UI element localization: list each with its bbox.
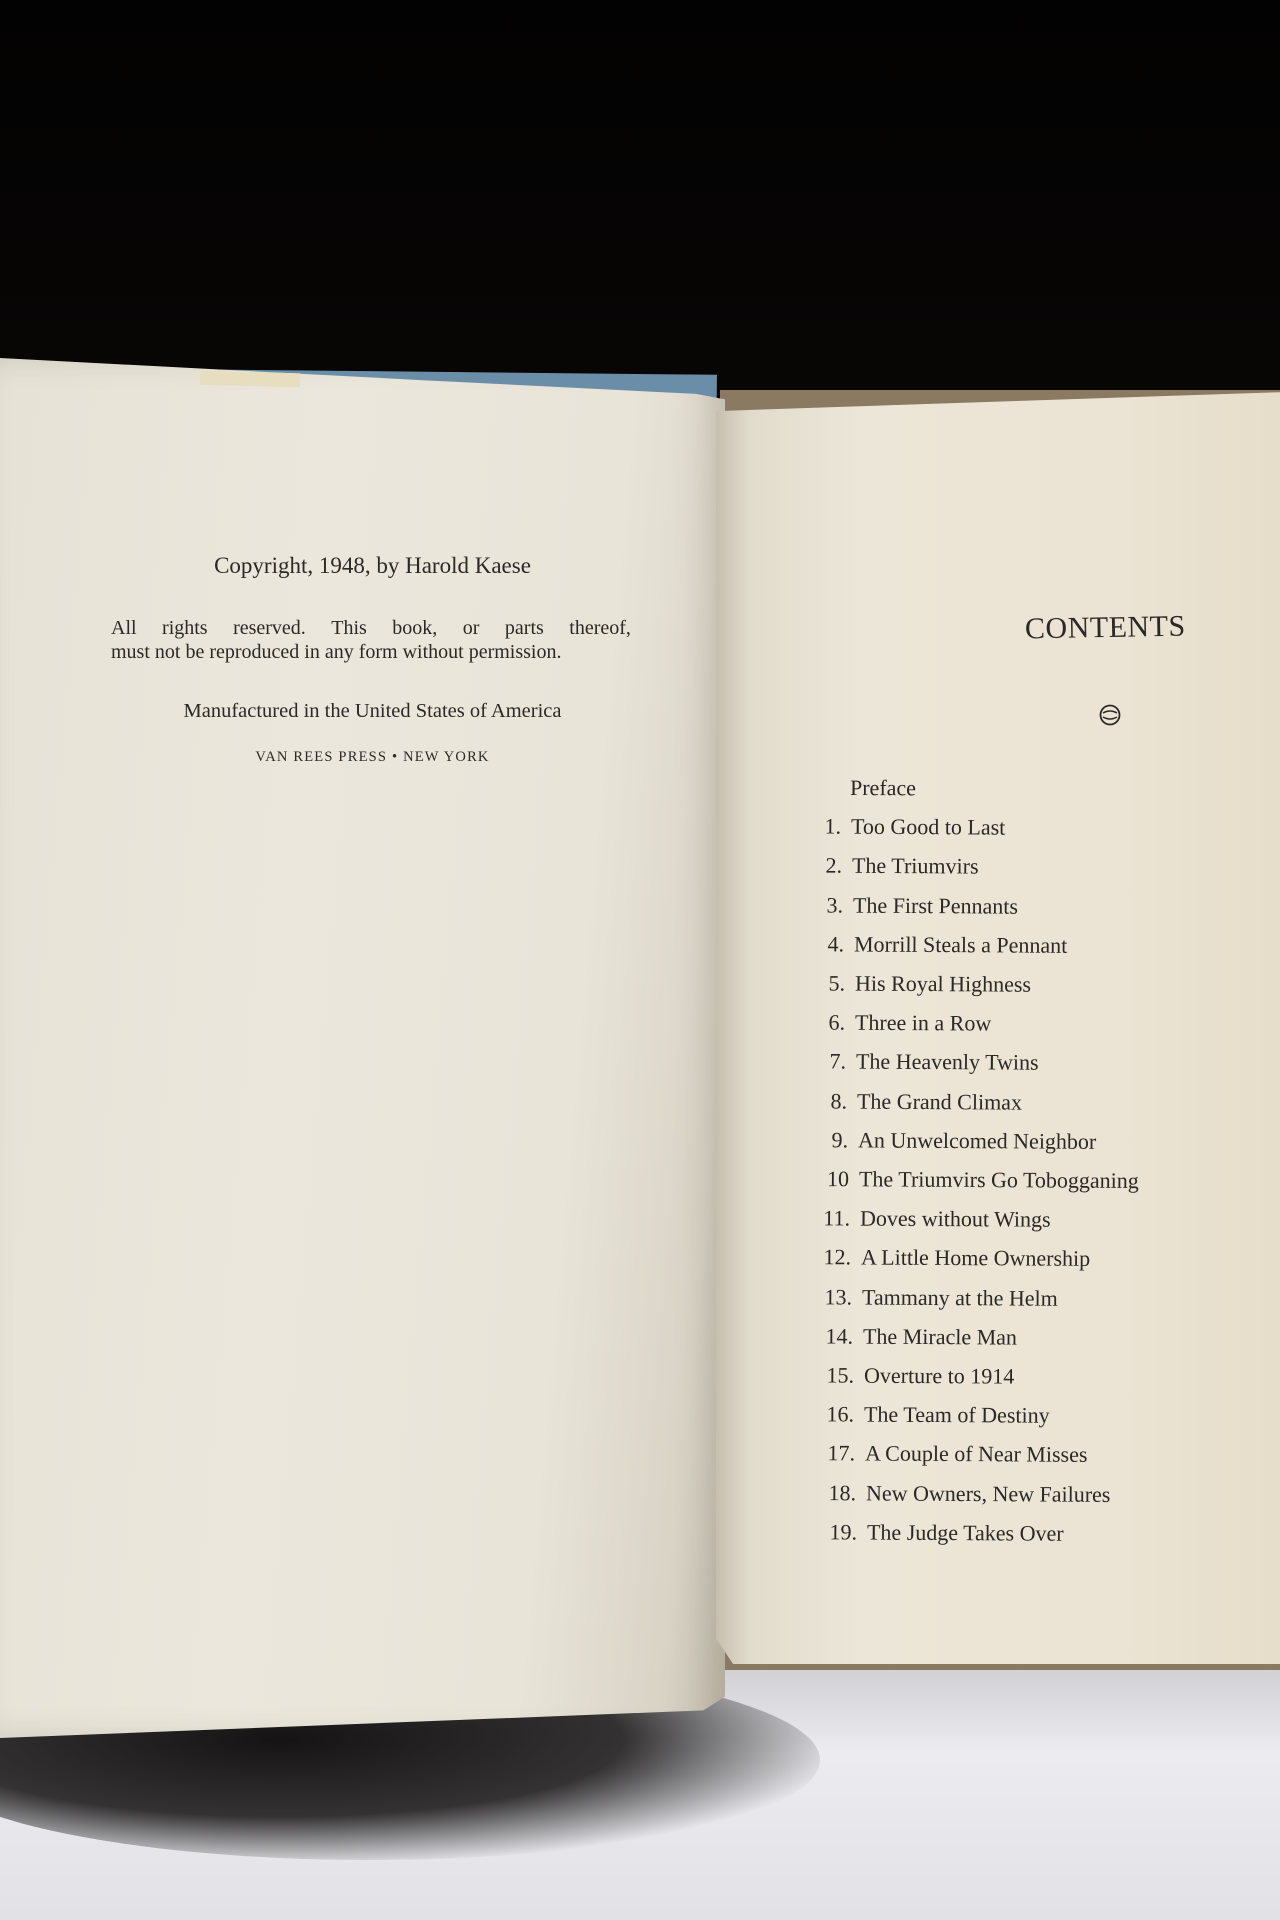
copyright-line: Copyright, 1948, by Harold Kaese bbox=[214, 553, 531, 578]
contents-entry bbox=[804, 970, 1030, 1007]
rights-word: book, bbox=[392, 617, 438, 639]
rights-word: This bbox=[331, 617, 367, 639]
entry-title: A Little Home Ownership bbox=[860, 1244, 1091, 1272]
contents-entry bbox=[800, 775, 916, 812]
entry-number: 19. bbox=[829, 1519, 858, 1545]
entry-title: His Royal Highness bbox=[854, 970, 1031, 997]
entry-title: Morrill Steals a Pennant bbox=[853, 931, 1067, 958]
entry-number: 3. bbox=[826, 892, 843, 918]
contents-entry bbox=[803, 892, 1018, 929]
contents-entry bbox=[810, 1205, 1051, 1242]
entry-title: The Miracle Man bbox=[862, 1323, 1017, 1350]
contents-entry bbox=[803, 931, 1066, 969]
baseball-icon bbox=[1098, 703, 1122, 727]
contents-entry bbox=[814, 1401, 1050, 1438]
contents-entry bbox=[811, 1245, 1090, 1283]
entry-title: The Triumvirs Go Tobogganing bbox=[858, 1166, 1139, 1194]
rights-word: All bbox=[111, 617, 137, 639]
entry-title: Too Good to Last bbox=[850, 813, 1006, 840]
entry-number: 15. bbox=[825, 1362, 854, 1388]
entry-number: 16. bbox=[826, 1401, 855, 1427]
contents-entry bbox=[816, 1480, 1111, 1518]
entry-title: A Couple of Near Misses bbox=[865, 1440, 1088, 1468]
entry-title: The Heavenly Twins bbox=[856, 1048, 1039, 1076]
entry-number: 10 bbox=[826, 1166, 850, 1192]
contents-entry bbox=[817, 1519, 1064, 1557]
entry-title: The Judge Takes Over bbox=[867, 1519, 1064, 1546]
entry-number: 9. bbox=[831, 1127, 849, 1153]
entry-title: An Unwelcomed Neighbor bbox=[858, 1127, 1097, 1154]
entry-title: Overture to 1914 bbox=[863, 1362, 1014, 1389]
entry-title: Three in a Row bbox=[855, 1009, 992, 1036]
contents-title: CONTENTS bbox=[1024, 609, 1186, 646]
rights-line-1 bbox=[111, 616, 631, 640]
entry-number: 12. bbox=[823, 1244, 851, 1270]
entry-number: 14. bbox=[825, 1323, 853, 1349]
contents-entry bbox=[812, 1323, 1016, 1360]
entry-number: 6. bbox=[828, 1009, 846, 1035]
rights-word: reserved. bbox=[233, 617, 306, 639]
contents-entry bbox=[813, 1362, 1014, 1399]
entry-title: Tammany at the Helm bbox=[861, 1284, 1058, 1311]
entry-number: 17. bbox=[827, 1440, 856, 1466]
contents-entry bbox=[801, 814, 1005, 851]
page-edge bbox=[200, 371, 300, 388]
entry-title: Preface bbox=[849, 774, 917, 801]
contents-entry bbox=[808, 1127, 1096, 1165]
contents-entry bbox=[815, 1441, 1088, 1479]
contents-entry bbox=[812, 1284, 1058, 1322]
entry-number: 1. bbox=[824, 813, 842, 839]
entry-number: 5. bbox=[827, 970, 845, 996]
entry-number: 13. bbox=[824, 1283, 852, 1310]
contents-entry bbox=[806, 1049, 1039, 1086]
entry-number: 4. bbox=[827, 931, 844, 957]
entry-title: Doves without Wings bbox=[859, 1205, 1051, 1232]
entry-title: The Triumvirs bbox=[851, 853, 979, 879]
entry-number: 7. bbox=[829, 1048, 847, 1074]
rights-notice bbox=[111, 616, 631, 664]
rights-word: parts bbox=[504, 617, 544, 639]
entry-title: New Owners, New Failures bbox=[866, 1480, 1111, 1507]
entry-number: 18. bbox=[828, 1479, 857, 1505]
entry-number: 2. bbox=[825, 852, 842, 879]
rights-word: or bbox=[462, 617, 480, 639]
entry-number: 8. bbox=[830, 1088, 848, 1114]
contents-entry bbox=[805, 1010, 991, 1047]
contents-entry bbox=[802, 853, 979, 890]
entry-title: The Grand Climax bbox=[857, 1088, 1023, 1115]
entry-number: 11. bbox=[823, 1205, 851, 1231]
entry-title: The First Pennants bbox=[852, 892, 1018, 919]
rights-word: rights bbox=[162, 617, 208, 639]
entry-title: The Team of Destiny bbox=[864, 1401, 1051, 1428]
manufactured-line: Manufactured in the United States of America bbox=[183, 700, 562, 722]
press-imprint: VAN REES PRESS • NEW YORK bbox=[255, 749, 490, 765]
rights-line-2: must not be reproduced in any form without permission. bbox=[111, 641, 562, 663]
contents-entry bbox=[807, 1088, 1022, 1125]
rights-word: thereof, bbox=[569, 617, 631, 639]
contents-entry bbox=[809, 1166, 1139, 1204]
